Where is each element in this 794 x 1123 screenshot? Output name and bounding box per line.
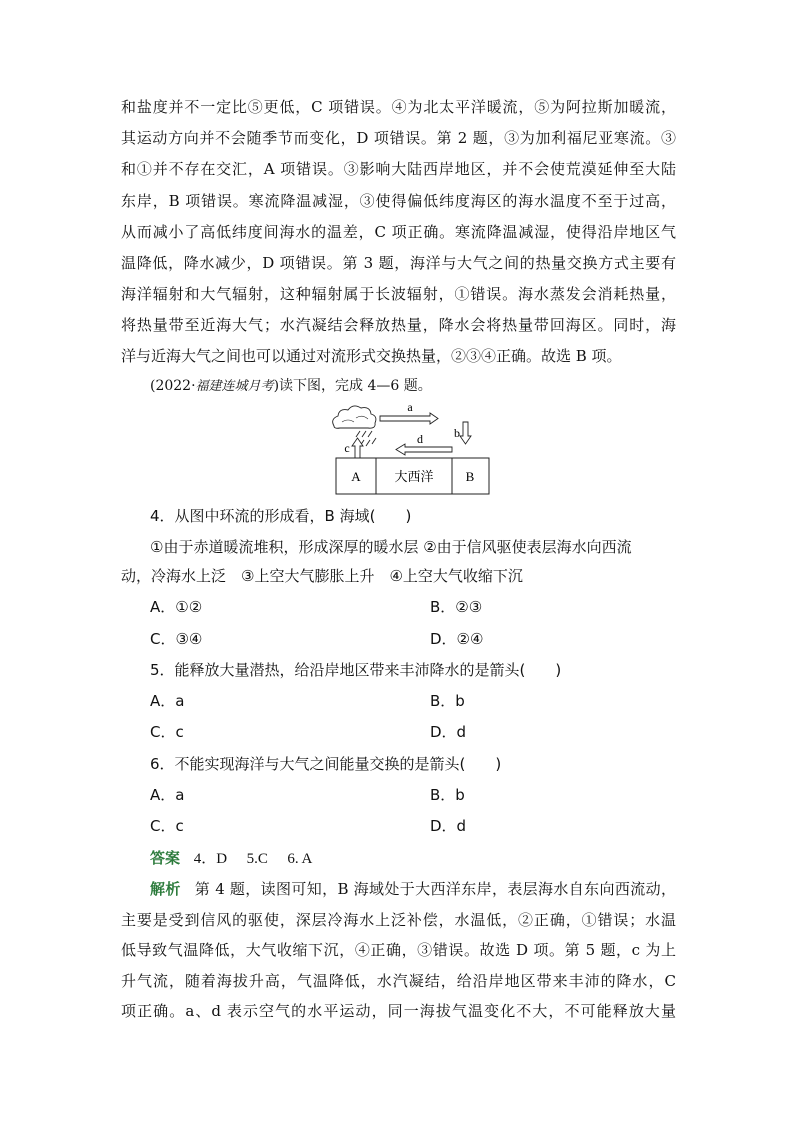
question-6-stem: 6．不能实现海洋与大气之间能量交换的是箭头( ): [150, 755, 502, 773]
q5-option-c[interactable]: C．c: [150, 723, 184, 741]
q6-option-a[interactable]: A．a: [150, 786, 185, 804]
q5-option-a[interactable]: A．a: [150, 692, 185, 710]
answer-tag: 答案: [150, 849, 181, 867]
q5-option-b[interactable]: B．b: [430, 692, 465, 710]
analysis-line: 升气流，随着海拔升高，气温降低，水汽凝结，给沿岸地区带来丰沛的降水，C: [121, 971, 676, 990]
cloud-icon: [333, 406, 376, 428]
arrow-c-icon: [352, 438, 363, 458]
arrow-a-label: a: [407, 400, 413, 414]
explanation-line: 和①并不存在交汇，A 项错误。③影响大陆西岸地区，并不会使荒漠延伸至大陆: [121, 160, 676, 178]
question-4-stem: 4．从图中环流的形成看，B 海域( ): [150, 507, 412, 525]
source-suffix: )读下图，完成 4—6 题。: [273, 378, 432, 394]
source-prefix: (2022·: [150, 378, 196, 394]
arrow-b-label: b: [454, 426, 460, 440]
analysis-tag: 解析: [150, 880, 181, 898]
q4-option-b[interactable]: B．②③: [430, 598, 483, 616]
answer-line: [150, 846, 312, 871]
arrow-d-label: d: [417, 432, 423, 446]
analysis-line: 项正确。a、d 表示空气的水平运动，同一海拔气温变化不大，不可能释放大量: [121, 1002, 676, 1021]
explanation-line: 和盐度并不一定比⑤更低，C 项错误。④为北太平洋暖流，⑤为阿拉斯加暖流，: [121, 98, 676, 116]
q6-option-b[interactable]: B．b: [430, 786, 465, 804]
explanation-line: 海洋辐射和大气辐射，这种辐射属于长波辐射，①错误。海水蒸发会消耗热量，: [121, 285, 676, 303]
question-4-options-line: ①由于赤道暖流堆积，形成深厚的暖水层 ②由于信风驱使表层海水向西流: [150, 538, 632, 556]
explanation-line: 洋与近海大气之间也可以通过对流形式交换热量，②③④正确。故选 B 项。: [121, 347, 622, 365]
box-b-label: B: [465, 469, 475, 484]
q4-option-c[interactable]: C．③④: [150, 630, 203, 648]
arrow-a-icon: [380, 413, 438, 424]
explanation-line: 将热量带至近海大气；水汽凝结会释放热量，降水会将热量带回海区。同时，海: [121, 316, 676, 334]
q4-option-a[interactable]: A．①②: [150, 598, 203, 616]
explanation-line: 其运动方向并不会随季节而变化，D 项错误。第 2 题，③为加利福尼亚寒流。③: [121, 129, 676, 147]
q6-option-c[interactable]: C．c: [150, 817, 184, 835]
explanation-line: 从而减小了高低纬度间海水的温差，C 项正确。寒流降温减湿，使得沿岸地区气: [121, 223, 676, 241]
q4-option-d[interactable]: D．②④: [430, 630, 484, 648]
q5-option-d[interactable]: D．d: [430, 723, 467, 741]
box-atlantic-label: 大西洋: [394, 470, 434, 485]
question-source: [150, 375, 432, 398]
arrow-c-label: c: [344, 441, 350, 455]
question-4-options-line: 动，冷海水上泛 ③上空大气膨胀上升 ④上空大气收缩下沉: [121, 567, 523, 585]
source-name: 福建连城月考: [195, 379, 274, 394]
arrow-d-icon: [396, 444, 452, 455]
answer-6: 6. A: [287, 851, 313, 867]
question-5-stem: 5．能释放大量潜热，给沿岸地区带来丰沛降水的是箭头( ): [150, 661, 562, 679]
explanation-line: 温降低，降水减少，D 项错误。第 3 题，海洋与大气之间的热量交换方式主要有: [121, 254, 676, 272]
answer-5: 5.C: [246, 851, 268, 867]
circulation-diagram: [330, 400, 500, 500]
arrow-b-icon: [460, 422, 471, 444]
analysis-line: 低导致气温降低，大气收缩下沉，④正确，③错误。故选 D 项。第 5 题，c 为上: [121, 941, 676, 960]
box-a-label: A: [351, 469, 361, 484]
answer-4: 4．D: [193, 851, 228, 867]
q6-option-d[interactable]: D．d: [430, 817, 467, 835]
analysis-block: [121, 874, 676, 1027]
analysis-line: 主要是受到信风的驱使，深层冷海水上泛补偿，水温低，②正确，①错误；水温: [121, 910, 676, 929]
explanation-line: 东岸，B 项错误。寒流降温减湿，③使得偏低纬度海区的海水温度不至于过高，: [121, 192, 676, 210]
analysis-line: 第 4 题，读图可知，B 海域处于大西洋东岸，表层海水自东向西流动，: [194, 880, 676, 898]
